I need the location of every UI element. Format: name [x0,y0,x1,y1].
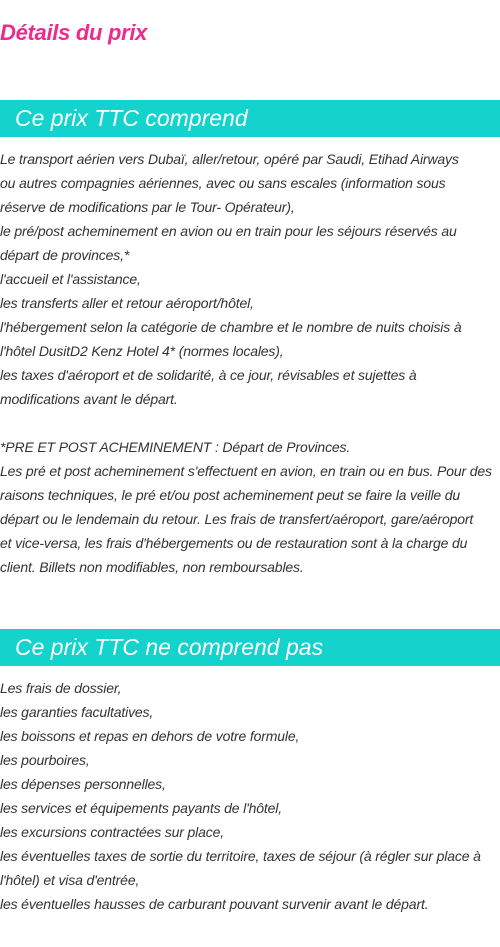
excludes-section-body [0,676,500,916]
excludes-line: les éventuelles hausses de carburant pouvant survenir avant le départ. [0,896,429,912]
includes-line: ou autres compagnies aériennes, avec ou sans escales (information sous [0,175,446,191]
excludes-section-header: Ce prix TTC ne comprend pas [0,629,500,666]
includes-line: les transferts aller et retour aéroport/hôtel, [0,295,254,311]
acheminement-note-line: raisons techniques, le pré et/ou post acheminement peut se faire la veille du [0,487,461,503]
includes-line: départ de provinces,* [0,247,130,263]
excludes-line: les services et équipements payants de l'hôtel, [0,800,283,816]
acheminement-note-line: départ ou le lendemain du retour. Les frais de transfert/aéroport, gare/aéroport [0,511,474,527]
acheminement-note-line: et vice-versa, les frais d'hébergements ou de restauration sont à la charge du [0,535,468,551]
acheminement-note-line: *PRE ET POST ACHEMINEMENT : Départ de Provinces. [0,439,351,455]
excludes-line: les excursions contractées sur place, [0,824,225,840]
excludes-line: les garanties facultatives, [0,704,154,720]
acheminement-note-line: Les pré et post acheminement s'effectuent en avion, en train ou en bus. Pour des [0,463,492,479]
includes-line: l'hébergement selon la catégorie de chambre et le nombre de nuits choisis à [0,319,462,335]
excludes-line: les pourboires, [0,752,90,768]
includes-line: les taxes d'aéroport et de solidarité, à ce jour, révisables et sujettes à [0,367,417,383]
includes-line: modifications avant le départ. [0,391,178,407]
excludes-line: les dépenses personnelles, [0,776,166,792]
includes-line: Le transport aérien vers Dubaï, aller/retour, opéré par Saudi, Etihad Airways [0,151,459,167]
includes-section-body [0,147,500,579]
includes-line: le pré/post acheminement en avion ou en train pour les séjours réservés au [0,223,457,239]
excludes-line: les éventuelles taxes de sortie du territoire, taxes de séjour (à régler sur place à [0,848,481,864]
includes-line: l'accueil et l'assistance, [0,271,141,287]
paragraph-spacer [0,411,500,435]
excludes-line: Les frais de dossier, [0,680,122,696]
acheminement-note-line: client. Billets non modifiables, non remboursables. [0,559,304,575]
includes-line: l'hôtel DusitD2 Kenz Hotel 4* (normes locales), [0,343,284,359]
page-title: Détails du prix [0,20,148,45]
excludes-line: les boissons et repas en dehors de votre formule, [0,728,300,744]
includes-section-header: Ce prix TTC comprend [0,100,500,137]
includes-line: réserve de modifications par le Tour- Opérateur), [0,199,295,215]
excludes-line: l'hôtel) et visa d'entrée, [0,872,140,888]
